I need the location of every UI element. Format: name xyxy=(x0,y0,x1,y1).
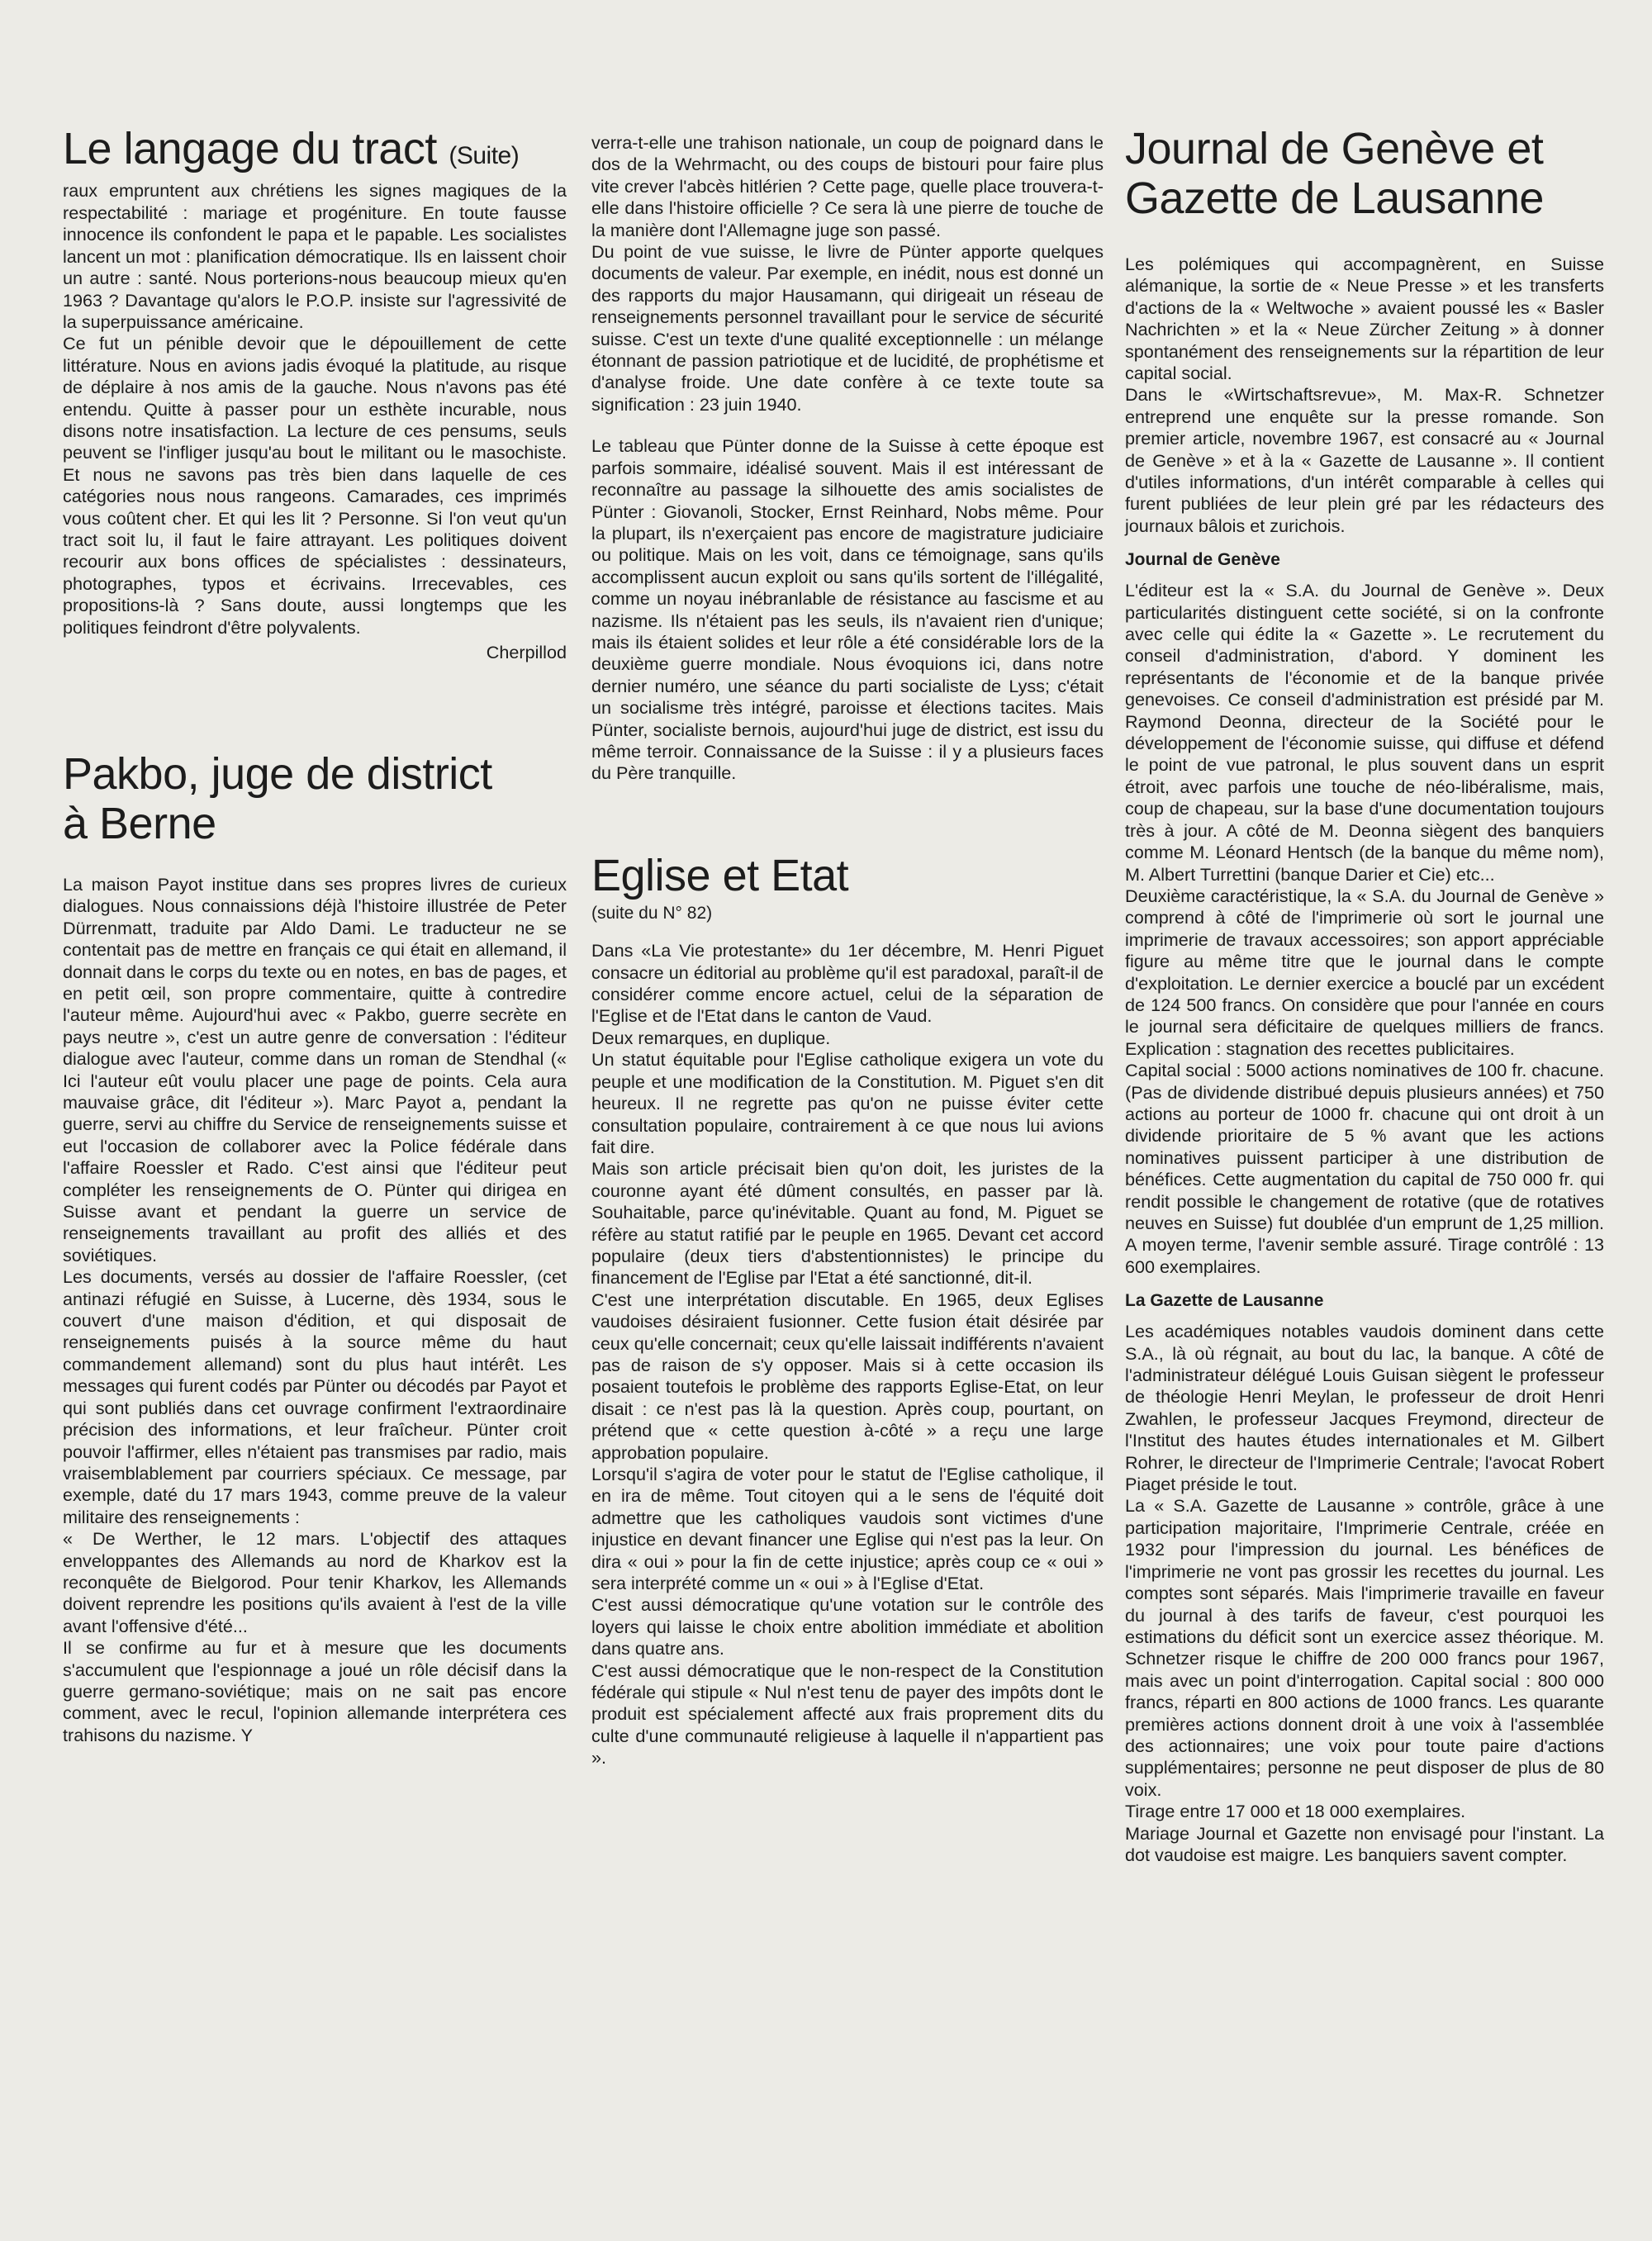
paragraph: C'est aussi démocratique que le non-respect de la Constitution fédérale qui stipule « Nul n'est tenu de payer des impôts dont le produit est spécialement affecté aux frais proprement dits du culte d'une communauté religieuse à laquelle il n'appartient pas ». xyxy=(591,1659,1104,1769)
article-body-pakbo-continued xyxy=(591,132,1104,785)
paragraph: L'éditeur est la « S.A. du Journal de Genève ». Deux particularités distinguent cette société, si on la confronte avec celle qui édite la « Gazette ». Le recrutement du conseil d'administration, d'abord. Y dominent les représentants de l'économie et de la banque privée genevoises. Ce conseil d'administration est présidé par M. Raymond Deonna, directeur de la Société pour le développement de l'économie suisse, qui diffuse et défend le point de vue patronal, le plus souvent dans un esprit étroit, avec parfois une touche de néo-libéralisme, mais, coup de chapeau, sur la base d'une documentation toujours très à jour. A côté de M. Deonna siègent des banquiers comme M. Léonard Hentsch (de la banque du même nom), M. Albert Turrettini (banque Darier et Cie) etc... xyxy=(1125,580,1604,885)
paragraph: Dans le «Wirtschaftsrevue», M. Max-R. Schnetzer entreprend une enquête sur la presse romande. Son premier article, novembre 1967, est consacré au « Journal de Genève » et à la « Gazette de Lausanne ». Il contient d'utiles informations, d'un intérêt comparable à celles qui furent publiées de leur plein gré par les rédacteurs des journaux bâlois et zurichois. xyxy=(1125,384,1604,536)
paragraph: Le tableau que Pünter donne de la Suisse à cette époque est parfois sommaire, idéalisé souvent. Mais il est intéressant de reconnaître au passage la silhouette des amis socialistes de Pünter : Giovanoli, Stocker, Ernst Reinhard, Nobs même. Pour la plupart, ils n'exerçaient pas encore de magistrature judiciaire ou politique. Mais on les voit, dans ce témoignage, sans qu'ils accomplissent aucun exploit ou sans qu'ils sortent de l'illégalité, comme un noyau inébranlable de résistance au fascisme et au nazisme. Ils n'étaient pas les seuls, ils n'avaient rien d'unique; mais ils étaient solides et leur rôle a été considérable lors de la deuxième guerre mondiale. Nous évoquions ici, dans notre dernier numéro, une séance du parti socialiste de Lyss; c'était un socialisme très intégré, paroisse et élections tacites. Mais Pünter, socialiste bernois, aujourd'hui juge de district, est issu du même terroir. Connaissance de la Suisse : il y a plusieurs faces du Père tranquille. xyxy=(591,435,1104,784)
article-body-journal-de-geneve xyxy=(1125,580,1604,1278)
paragraph: Mais son article précisait bien qu'on doit, les juristes de la couronne ayant été dûment consultés, en passer par là. Souhaitable, parce qu'inévitable. Quant au fond, M. Piguet se réfère au statut ratifié par le peuple en 1965. Devant cet accord populaire (deux tiers d'abstentionnistes) le principe du financement de l'Eglise par l'Etat a été sanctionné, dit-il. xyxy=(591,1158,1104,1289)
subheading-journal-de-geneve: Journal de Genève xyxy=(1125,550,1280,570)
paragraph: La « S.A. Gazette de Lausanne » contrôle, grâce à une participation majoritaire, l'Imprimerie Centrale, créée en 1932 pour l'impression du journal. Les bénéfices de l'imprimerie ne vont pas grossir les recettes du journal. Les comptes sont séparés. Mais l'imprimerie travaille en faveur du journal à des tarifs de faveur, c'est pourquoi les estimations du déficit sont un exercice assez théorique. M. Schnetzer risque le chiffre de 200 000 francs pour 1967, mais avec un point d'interrogation. Capital social : 800 000 francs, réparti en 800 actions de 1000 francs. Les quarante premières actions donnent droit à une voix à l'assemblée des actionnaires; une voix pour toute paire d'actions supplémentaires; personne ne peut disposer de plus de 80 voix. xyxy=(1125,1495,1604,1800)
paragraph: verra-t-elle une trahison nationale, un coup de poignard dans le dos de la Wehrmacht, ou des coups de bistouri pour faire plus vite crever l'abcès hitlérien ? Cette page, quelle place trouvera-t-elle dans l'histoire officielle ? Ce sera là une pierre de touche de la manière dont l'Allemagne juge son passé. xyxy=(591,132,1104,240)
article-body-journal-intro xyxy=(1125,254,1604,537)
article-body-tract xyxy=(63,180,567,639)
paragraph: Dans «La Vie protestante» du 1er décembre, M. Henri Piguet consacre un éditorial au problème qu'il est paradoxal, paraît-il de considérer comme encore actuel, celui de la séparation de l'Eglise et de l'Etat dans le canton de Vaud. xyxy=(591,940,1104,1027)
paragraph: Il se confirme au fur et à mesure que les documents s'accumulent que l'espionnage a joué un rôle décisif dans la guerre germano-soviétique; mais on ne sait pas encore comment, avec le recul, l'opinion allemande interprétera ces trahisons du nazisme. Y xyxy=(63,1637,567,1745)
paragraph: Deux remarques, en duplique. xyxy=(591,1027,831,1048)
paragraph: Les académiques notables vaudois dominent dans cette S.A., là où régnait, au bout du lac, la banque. A côté de l'administrateur délégué Louis Guisan siègent le professeur de théologie Henri Meylan, le professeur de droit Henri Zwahlen, le professeur Jacques Freymond, directeur de l'Institut des hautes études internationales et M. Gilbert Rohrer, le directeur de l'Imprimerie Centrale; l'avocat Robert Piaget préside le tout. xyxy=(1125,1321,1604,1495)
article-title-journal xyxy=(1125,124,1604,224)
article-subtitle: (suite du N° 82) xyxy=(591,904,713,923)
paragraph: Lorsqu'il s'agira de voter pour le statut de l'Eglise catholique, il en ira de même. Tout citoyen qui a le sens de l'équité doit admettre que les catholiques vaudois sont victimes d'une injustice en devant financer une Eglise qui n'est pas la leur. On dira « oui » pour la fin de cette injustice; après coup ce « oui » sera interprété comme un « oui » à l'Eglise d'Etat. xyxy=(591,1464,1104,1594)
paragraph: Deuxième caractéristique, la « S.A. du Journal de Genève » comprend à côté de l'imprimerie où sort le journal une imprimerie de travaux accessoires; son apport appréciable figure au même titre que le journal dans le compte d'exploitation. Le dernier exercice a bouclé par un excédent de 124 500 francs. On considère que pour l'année en cours le journal sera déficitaire de quelques milliers de francs. Explication : stagnation des recettes publicitaires. xyxy=(1125,885,1604,1059)
paragraph: Mariage Journal et Gazette non envisagé pour l'instant. La dot vaudoise est maigre. Les banquiers savent compter. xyxy=(1125,1822,1604,1865)
article-body-eglise xyxy=(591,940,1104,1769)
paragraph: Du point de vue suisse, le livre de Pünter apporte quelques documents de valeur. Par exemple, en inédit, nous est donné un des rapports du major Hausamann, qui dirigeait un réseau de renseignements personnel travaillant pour le service de sécurité suisse. C'est un texte d'une qualité exceptionnelle : un mélange étonnant de passion patriotique et de lucidité, de prophétisme et d'analyse froide. Une date confère à ce texte toute sa signification : 23 juin 1940. xyxy=(591,241,1104,415)
column-right xyxy=(1125,124,1604,1866)
title-line: à Berne xyxy=(63,799,216,849)
paragraph: Les documents, versés au dossier de l'affaire Roessler, (cet antinazi réfugié en Suisse, à Lucerne, dès 1934, sous le couvert d'une maison d'édition, et qui disposait de renseignements puisés à la source même du haut commandement allemand) sont du plus haut intérêt. Les messages qui furent codés par Pünter ou décodés par Payot et qui sont publiés dans cet ouvrage confirment l'extraordinaire précision des informations, et leur fraîcheur. Pünter croit pouvoir l'affirmer, elles n'étaient pas transmises par radio, mais vraisemblablement par courriers spéciaux. Ce message, par exemple, daté du 17 mars 1943, comme preuve de la valeur militaire des renseignements : xyxy=(63,1266,567,1527)
title-text: Le langage du tract xyxy=(63,124,437,173)
article-title-eglise: Eglise et Etat xyxy=(591,850,849,900)
article-title-pakbo xyxy=(63,749,567,849)
title-line: Gazette de Lausanne xyxy=(1125,173,1544,224)
quote: « De Werther, le 12 mars. L'objectif des attaques enveloppantes des Allemands au nord de Kharkov est la reconquête de Bielgorod. Pour tenir Kharkov, les Allemands doivent reprendre les positions qu'ils avaient à l'est de la ville avant l'offensive d'été... xyxy=(63,1528,567,1636)
title-line: Pakbo, juge de district xyxy=(63,749,492,799)
paragraph: C'est aussi démocratique qu'une votation sur le contrôle des loyers qui laisse le choix entre abolition immédiate et abolition dans quatre ans. xyxy=(591,1594,1104,1659)
paragraph: C'est une interprétation discutable. En 1965, deux Eglises vaudoises désiraient fusionner. Cette fusion était désirée par ceux qu'elle concernait; ceux qu'elle laissait indifférents n'avaient pas de raison de s'y opposer. Mais si à cette occasion ils posaient toutefois le problème des rapports Eglise-Etat, on leur disait : ce n'est pas là la question. Après coup, pourtant, on prétend que « cette question à-côté » a reçu une large approbation populaire. xyxy=(591,1289,1104,1463)
article-body-gazette-de-lausanne xyxy=(1125,1321,1604,1866)
subheading-gazette-de-lausanne: La Gazette de Lausanne xyxy=(1125,1291,1324,1311)
title-suffix: (Suite) xyxy=(449,142,520,169)
author-signature: Cherpillod xyxy=(486,642,567,662)
paragraph: Ce fut un pénible devoir que le dépouillement de cette littérature. Nous en avions jadis évoqué la platitude, au risque de déplaire à nos amis de la gauche. Nous n'avons pas été entendu. Quitte à passer pour un esthète incurable, nous disons notre insatisfaction. La lecture de ces pensums, seuls peuvent se l'infliger jusqu'au bout le militant ou le masochiste. Et nous ne savons pas très bien dans laquelle de ces catégories nous nous rangeons. Camarades, ces imprimés vous coûtent cher. Et qui les lit ? Personne. Si l'on veut qu'un tract soit lu, il faut le faire attrayant. Les politiques doivent recourir aux bons offices de spécialistes : dessinateurs, photographes, typos et écrivains. Irrecevables, ces propositions-là ? Sans doute, aussi longtemps que les politiques feindront d'être polyvalents. xyxy=(63,333,567,638)
article-title-tract xyxy=(63,124,567,173)
paragraph: Capital social : 5000 actions nominatives de 100 fr. chacune. (Pas de dividende distribué depuis plusieurs années) et 750 actions au porteur de 1000 fr. chacune qui ont droit à un dividende prioritaire de 5 % avant que les actions nominatives puissent participer à une distribution de bénéfices. Cette augmentation du capital de 750 000 fr. qui rendit possible le changement de rotative (que de rotatives neuves en Suisse) fut doublée d'un emprunt de 1,25 million. A moyen terme, l'avenir semble assuré. Tirage contrôlé : 13 600 exemplaires. xyxy=(1125,1060,1604,1277)
column-middle xyxy=(591,132,1104,1769)
paragraph: Tirage entre 17 000 et 18 000 exemplaires. xyxy=(1125,1801,1466,1822)
paragraph: raux empruntent aux chrétiens les signes magiques de la respectabilité : mariage et progéniture. En toute fausse innocence ils confondent le papa et le papable. Les socialistes lancent un mot : planification démocratique. Ils en laissent choir un autre : santé. Nous porterions-nous beaucoup mieux qu'en 1963 ? Davantage qu'alors le P.O.P. insiste sur l'agressivité de la superpuissance américaine. xyxy=(63,180,567,332)
paragraph: Les polémiques qui accompagnèrent, en Suisse alémanique, la sortie de « Neue Presse » et les transferts d'actions de la « Weltwoche » avaient poussé les « Basler Nachrichten » et la « Neue Zürcher Zeitung » à donner spontanément des renseignements sur la répartition de leur capital social. xyxy=(1125,253,1604,383)
paragraph: La maison Payot institue dans ses propres livres de curieux dialogues. Nous connaissions déjà l'histoire illustrée de Peter Dürrenmatt, traduite par Aldo Dami. Le traducteur ne se contentait pas de mettre en français ce qui était en allemand, il donnait dans le corps du texte ou en notes, en bas de pages, et en petit œil, son propre commentaire, quitte à contredire l'auteur même. Aujourd'hui avec « Pakbo, guerre secrète en pays neutre », c'est un autre genre de conversation : l'éditeur dialogue avec l'auteur, comme dans un roman de Stendhal (« Ici l'auteur eût voulu placer une page de points. Cela aura mauvaise grâce, dit l'éditeur »). Marc Payot a, pendant la guerre, servi au chiffre du Service de renseignements suisse et eut l'occasion de collaborer avec la Police fédérale dans l'affaire Roessler et Rado. C'est ainsi que l'éditeur peut compléter les renseignements de O. Pünter qui dirigea en Suisse avant et pendant la guerre un service de renseignements travaillant au profit des alliés et des soviétiques. xyxy=(63,873,567,1265)
column-left xyxy=(63,124,567,1746)
title-line: Journal de Genève et xyxy=(1125,124,1544,173)
article-body-pakbo xyxy=(63,874,567,1746)
paragraph: Un statut équitable pour l'Eglise catholique exigera un vote du peuple et une modification de la Constitution. M. Piguet s'en dit heureux. Il ne regrette pas qu'on ne puisse éviter cette consultation populaire, contrairement à ce que nous lui avions fait dire. xyxy=(591,1049,1104,1157)
